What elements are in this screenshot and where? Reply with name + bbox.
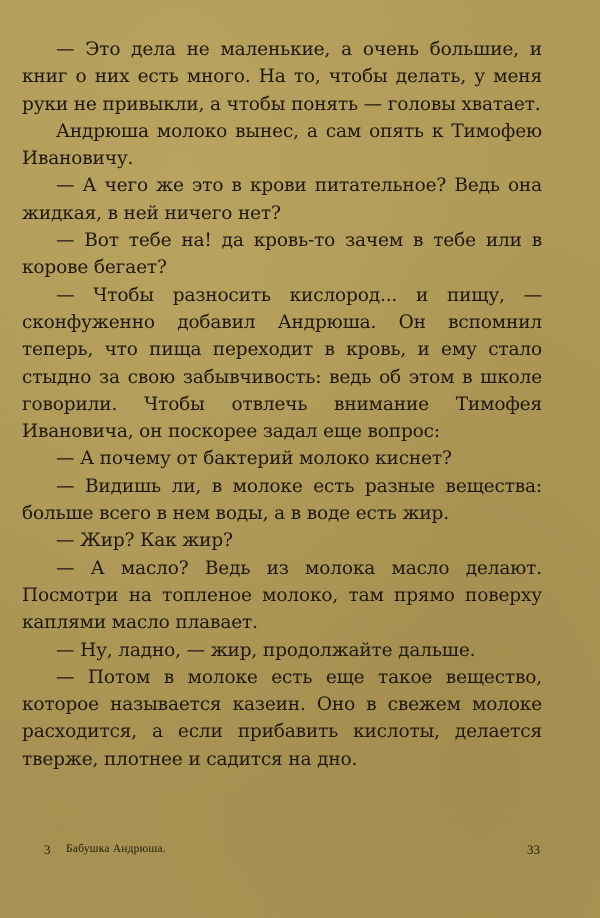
paragraph: — Это дела не маленькие, а очень большие, и книг о них есть много. На то, чтобы делать, у меня руки не привыкли, а чтобы понять — головы хватает. [22, 39, 542, 115]
paragraph: — А почему от бактерий молоко киснет? [56, 448, 452, 470]
paragraph: — Видишь ли, в молоке есть разные вещества: больше всего в нем воды, а в воде есть жир. [22, 475, 542, 525]
paragraph: — Ну, ладно, — жир, продолжайте дальше. [56, 639, 476, 661]
body-text [22, 36, 542, 773]
page-footer [44, 842, 540, 862]
paragraph: — Потом в молоке есть еще такое вещество, которое называется казеин. Оно в свежем молоке расходится, а если прибавить кислоты, делается тверже, плотнее и садится на дно. [22, 666, 542, 770]
paragraph: — А чего же это в крови питательное? Ведь она жидкая, в ней ничего нет? [22, 175, 542, 224]
signature-number: 3 [44, 842, 51, 857]
paragraph: Андрюша молоко вынес, а сам опять к Тимофею Ивановичу. [22, 120, 542, 170]
paragraph: — А масло? Ведь из молока масло делают. Посмотри на топленое молоко, там прямо поверху каплями масло плавает. [22, 557, 542, 634]
paragraph: — Чтобы разносить кислород... и пищу, — сконфуженно добавил Андрюша. Он вспомнил теперь, что пища переходит в кровь, и ему стало стыдно за свою забывчивость: ведь об этом в школе говорили. Чтобы отвлечь внимание Тимофея Ивановича, он поскорее задал еще вопрос: [22, 284, 542, 443]
page-number: 33 [527, 842, 540, 857]
signature-title: Бабушка Андрюша. [66, 843, 166, 855]
paragraph: — Жир? Как жир? [56, 530, 233, 552]
paragraph: — Вот тебе на! да кровь-то зачем в тебе или в корове бегает? [22, 230, 542, 279]
